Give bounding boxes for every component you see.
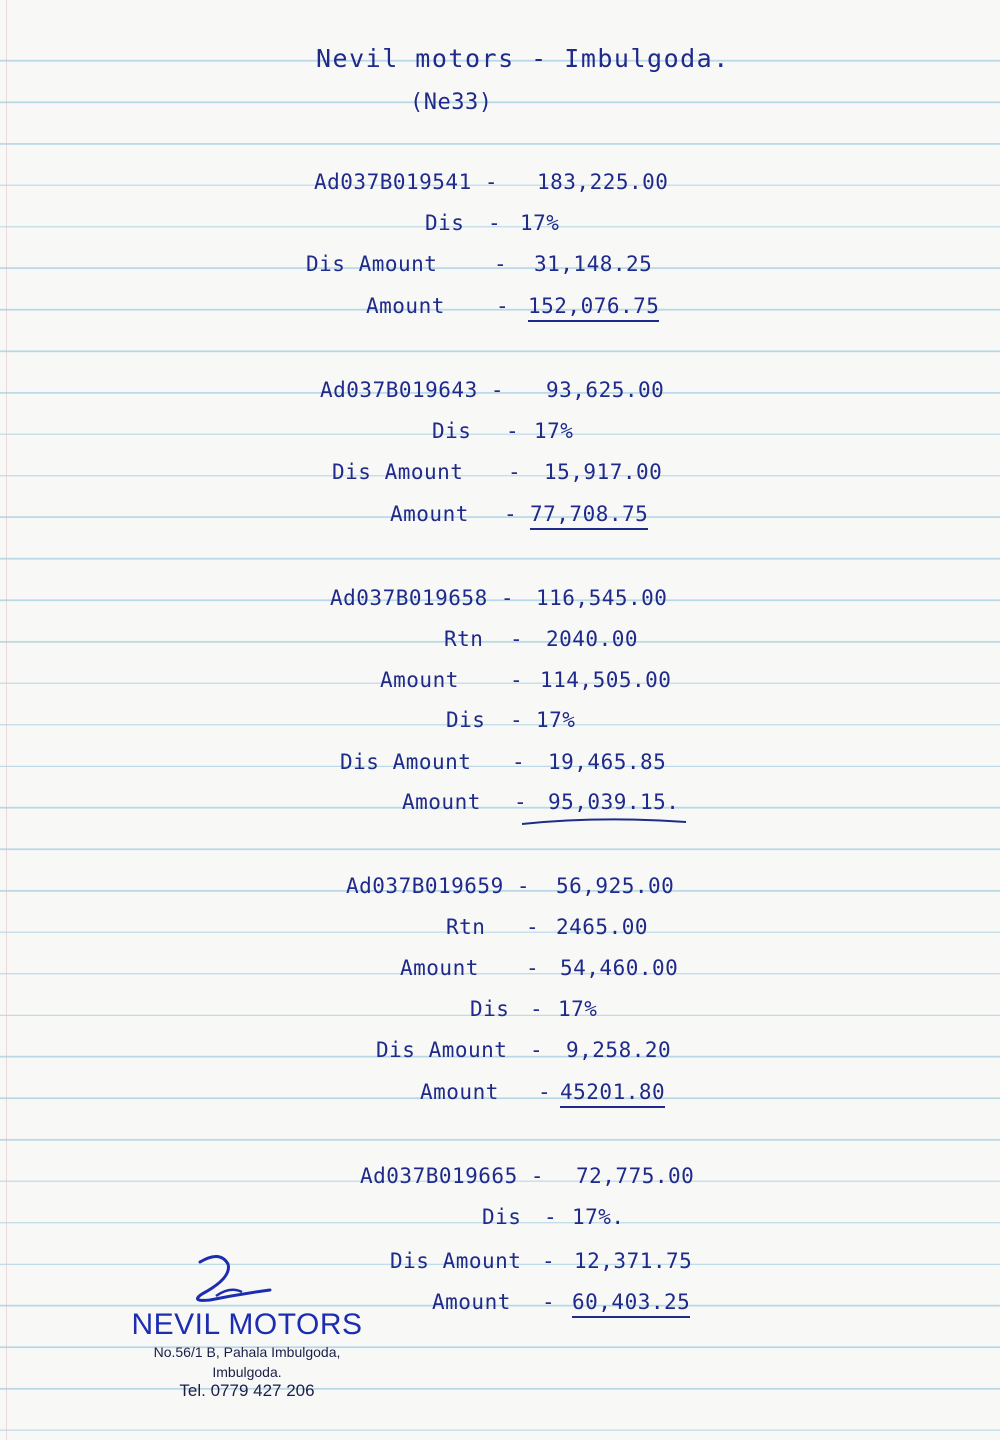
discount-rate: 17% [534,419,574,443]
stamp-company-name: NEVIL MOTORS [131,1308,363,1341]
dash: - [510,708,524,732]
discount-rate: 17%. [572,1205,625,1229]
dash: - [508,460,522,484]
dash: - [542,1290,556,1314]
dash: - [506,419,520,443]
invoice-number: Ad037B019643 - [320,378,505,402]
return-amount: 2040.00 [546,627,639,651]
customer-code: (Ne33) [410,90,493,115]
page-title: Nevil motors - Imbulgoda. [316,44,730,73]
dash: - [526,956,540,980]
discount-amount: 15,917.00 [544,460,663,484]
return-label: Rtn [444,627,484,651]
discount-amount: 19,465.85 [548,750,667,774]
discount-label: Dis [446,708,486,732]
subtotal-amount: 54,460.00 [560,956,679,980]
discount-label: Dis [432,419,472,443]
amount-label: Amount [432,1290,511,1314]
net-amount: 45201.80 [560,1080,665,1108]
dash: - [526,915,540,939]
net-amount: 95,039.15. [548,790,680,814]
subtotal-label: Amount [400,956,479,980]
dash: - [504,502,518,526]
discount-label: Dis [425,211,465,235]
discount-amount: 31,148.25 [534,252,653,276]
discount-rate: 17% [520,211,560,235]
net-amount: 60,403.25 [572,1290,690,1318]
dash: - [538,1080,552,1104]
discount-amount: 12,371.75 [574,1249,693,1273]
invoice-amount: 56,925.00 [556,874,675,898]
dash: - [510,668,524,692]
amount-label: Amount [420,1080,499,1104]
discount-amount-label: Dis Amount [332,460,464,484]
invoice-amount: 116,545.00 [536,586,668,610]
amount-label: Amount [366,294,445,318]
invoice-number: Ad037B019541 - [314,170,499,194]
invoice-amount: 93,625.00 [546,378,665,402]
subtotal-amount: 114,505.00 [540,668,672,692]
discount-label: Dis [482,1205,522,1229]
stamp-address-line1: No.56/1 B, Pahala Imbulgoda, [153,1344,341,1360]
return-amount: 2465.00 [556,915,649,939]
amount-label: Amount [390,502,469,526]
stamp-address-line2: Imbulgoda. [212,1364,282,1381]
dash: - [510,627,524,651]
dash: - [494,252,508,276]
dash: - [544,1205,558,1229]
discount-amount-label: Dis Amount [376,1038,508,1062]
dash: - [542,1249,556,1273]
invoice-number: Ad037B019658 - [330,586,515,610]
dash: - [530,1038,544,1062]
dash: - [512,750,526,774]
discount-amount-label: Dis Amount [306,252,438,276]
invoice-number: Ad037B019665 - [360,1164,545,1188]
return-label: Rtn [446,915,486,939]
dash: - [496,294,510,318]
invoice-number: Ad037B019659 - [346,874,531,898]
invoice-amount: 72,775.00 [576,1164,695,1188]
discount-amount-label: Dis Amount [390,1249,522,1273]
dash: - [488,211,502,235]
discount-rate: 17% [536,708,576,732]
net-amount: 152,076.75 [528,294,659,322]
margin-line [6,0,7,1440]
company-stamp [112,1250,382,1410]
stamp-telephone: Tel. 0779 427 206 [179,1381,315,1401]
net-amount: 77,708.75 [530,502,648,530]
amount-label: Amount [402,790,481,814]
discount-amount-label: Dis Amount [340,750,472,774]
underline-stroke [520,814,690,828]
discount-amount: 9,258.20 [566,1038,672,1062]
invoice-amount: 183,225.00 [537,170,669,194]
dash: - [530,997,544,1021]
discount-rate: 17% [558,997,598,1021]
dash: - [514,790,528,814]
subtotal-label: Amount [380,668,459,692]
discount-label: Dis [470,997,510,1021]
